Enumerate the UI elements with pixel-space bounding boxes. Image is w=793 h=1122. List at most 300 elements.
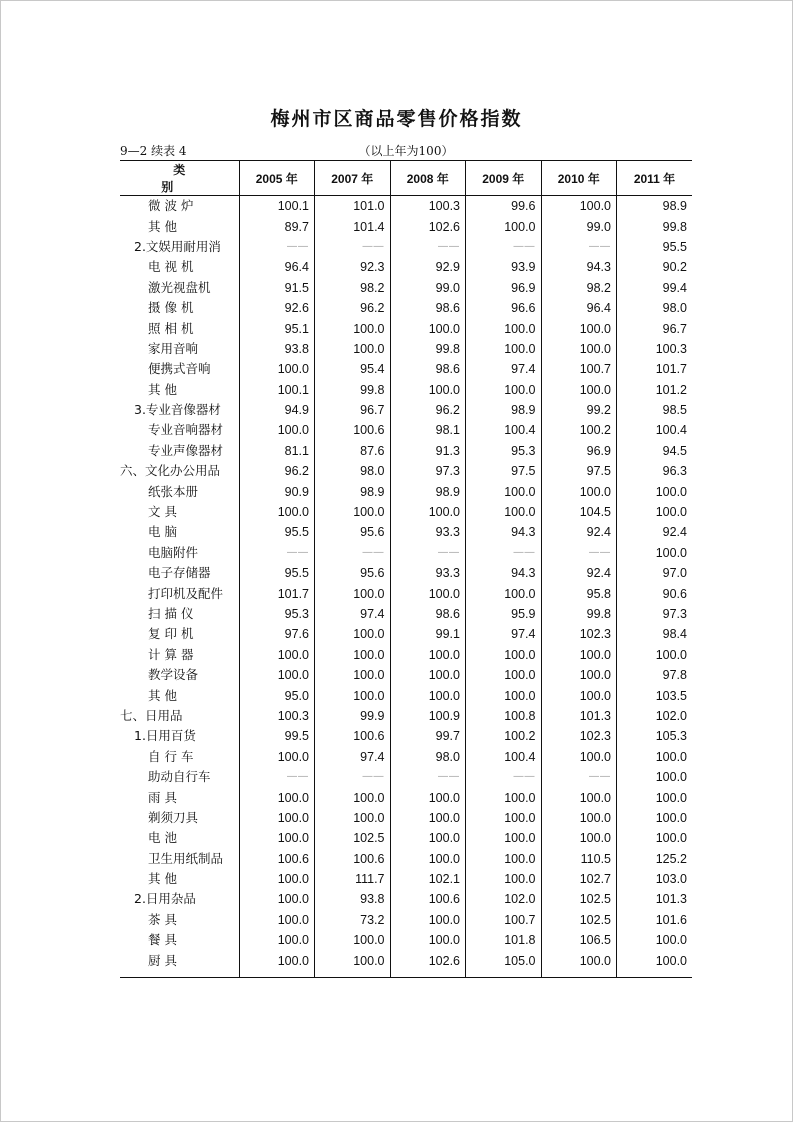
padding-cell <box>390 971 466 978</box>
value-cell: 100.1 <box>239 196 315 217</box>
value-cell: 99.6 <box>466 196 542 217</box>
value-cell: 100.0 <box>390 502 466 522</box>
row-label <box>120 339 239 359</box>
table-row <box>120 604 692 624</box>
value-cell: 89.7 <box>239 216 315 236</box>
value-cell: 96.2 <box>239 461 315 481</box>
value-cell: 100.4 <box>466 420 542 440</box>
table-row <box>120 441 692 461</box>
value-cell: 97.8 <box>617 665 693 685</box>
value-cell: 102.6 <box>390 950 466 970</box>
table-row <box>120 787 692 807</box>
value-cell: 96.9 <box>541 441 617 461</box>
row-label <box>120 726 239 746</box>
value-cell: 100.0 <box>390 787 466 807</box>
value-cell: 95.4 <box>315 359 391 379</box>
value-cell: —— <box>239 237 315 257</box>
value-cell: 100.0 <box>466 339 542 359</box>
row-label-text: 七、日用品 <box>120 707 183 723</box>
table-row <box>120 910 692 930</box>
value-cell: —— <box>466 767 542 787</box>
value-cell: 92.4 <box>617 522 693 542</box>
table-row <box>120 950 692 970</box>
row-label-text: 文 具 <box>148 504 177 520</box>
value-cell: 100.0 <box>239 869 315 889</box>
row-label-text: 电脑附件 <box>148 544 199 560</box>
row-label-text: 餐 具 <box>148 932 177 948</box>
table-row <box>120 380 692 400</box>
page-title: 梅州市区商品零售价格指数 <box>270 108 523 130</box>
value-cell: 92.4 <box>541 563 617 583</box>
row-label <box>120 216 239 236</box>
value-cell: 100.7 <box>466 910 542 930</box>
row-label-text: 复 印 机 <box>148 626 194 642</box>
row-label-text: 自 行 车 <box>148 748 194 764</box>
value-cell: 102.5 <box>315 828 391 848</box>
value-cell: —— <box>390 767 466 787</box>
row-label <box>120 930 239 950</box>
value-cell: 100.2 <box>541 420 617 440</box>
value-cell: 97.5 <box>466 461 542 481</box>
table-row <box>120 543 692 563</box>
value-cell: 102.3 <box>541 624 617 644</box>
row-label <box>120 645 239 665</box>
value-cell: 100.6 <box>315 420 391 440</box>
row-label <box>120 481 239 501</box>
value-cell: 100.0 <box>239 910 315 930</box>
table-row <box>120 420 692 440</box>
value-cell: 100.0 <box>239 420 315 440</box>
value-cell: —— <box>541 237 617 257</box>
padding-cell <box>617 971 693 978</box>
value-cell: 100.0 <box>315 930 391 950</box>
value-cell: 100.7 <box>541 359 617 379</box>
table-row <box>120 726 692 746</box>
value-cell: 98.9 <box>315 481 391 501</box>
value-cell: 100.0 <box>315 624 391 644</box>
value-cell: 100.0 <box>466 828 542 848</box>
value-cell: 100.0 <box>466 808 542 828</box>
value-cell: 100.0 <box>466 645 542 665</box>
value-cell: 101.7 <box>239 583 315 603</box>
table-row <box>120 339 692 359</box>
value-cell: —— <box>315 237 391 257</box>
row-label-text: 六、文化办公用品 <box>120 463 221 479</box>
row-label <box>120 359 239 379</box>
value-cell: 104.5 <box>541 502 617 522</box>
value-cell: 97.4 <box>466 359 542 379</box>
value-cell: 94.3 <box>466 563 542 583</box>
value-cell: 98.0 <box>390 747 466 767</box>
table-row <box>120 869 692 889</box>
value-cell: 91.3 <box>390 441 466 461</box>
value-cell: 95.3 <box>239 604 315 624</box>
row-label-text: 1.日用百货 <box>134 728 196 744</box>
row-label-text: 卫生用纸制品 <box>148 850 224 866</box>
value-cell: 94.5 <box>617 441 693 461</box>
row-label-text: 专业声像器材 <box>148 442 224 458</box>
value-cell: 105.0 <box>466 950 542 970</box>
value-cell: 100.0 <box>239 359 315 379</box>
row-label-text: 家用音响 <box>148 340 199 356</box>
row-label <box>120 685 239 705</box>
value-cell: 101.3 <box>617 889 693 909</box>
value-cell: 100.0 <box>315 787 391 807</box>
value-cell: 100.0 <box>541 808 617 828</box>
table-row <box>120 196 692 217</box>
value-cell: 92.9 <box>390 257 466 277</box>
row-label-text: 2.日用杂品 <box>134 891 196 907</box>
value-cell: 100.3 <box>390 196 466 217</box>
table-row <box>120 583 692 603</box>
row-label-text: 激光视盘机 <box>148 279 211 295</box>
value-cell: 92.4 <box>541 522 617 542</box>
value-cell: 100.0 <box>466 869 542 889</box>
header-year: 2011 年 <box>617 161 693 196</box>
value-cell: 101.8 <box>466 930 542 950</box>
row-label-text: 电 脑 <box>148 524 177 540</box>
value-cell: 105.3 <box>617 726 693 746</box>
row-label <box>120 706 239 726</box>
row-label <box>120 196 239 217</box>
value-cell: 99.8 <box>315 380 391 400</box>
value-cell: 94.3 <box>541 257 617 277</box>
row-label <box>120 380 239 400</box>
row-label <box>120 624 239 644</box>
table-row <box>120 808 692 828</box>
row-label-text: 茶 具 <box>148 911 177 927</box>
table-row <box>120 318 692 338</box>
value-cell: 98.9 <box>617 196 693 217</box>
padding-cell <box>541 971 617 978</box>
value-cell: 97.0 <box>617 563 693 583</box>
value-cell: 100.0 <box>617 543 693 563</box>
value-cell: 99.8 <box>390 339 466 359</box>
table-row <box>120 747 692 767</box>
price-index-table <box>120 160 692 978</box>
value-cell: 92.3 <box>315 257 391 277</box>
value-cell: 100.0 <box>239 889 315 909</box>
value-cell: 101.4 <box>315 216 391 236</box>
value-cell: 100.0 <box>541 665 617 685</box>
value-cell: —— <box>239 543 315 563</box>
row-label-text: 剃须刀具 <box>148 809 199 825</box>
value-cell: 100.0 <box>617 767 693 787</box>
row-label-text: 照 相 机 <box>148 320 194 336</box>
value-cell: 102.3 <box>541 726 617 746</box>
value-cell: 100.0 <box>617 645 693 665</box>
value-cell: —— <box>541 543 617 563</box>
value-cell: 100.0 <box>541 787 617 807</box>
value-cell: 100.0 <box>541 318 617 338</box>
value-cell: 101.2 <box>617 380 693 400</box>
value-cell: 93.8 <box>315 889 391 909</box>
value-cell: 102.0 <box>466 889 542 909</box>
value-cell: 100.0 <box>390 808 466 828</box>
value-cell: 100.0 <box>239 787 315 807</box>
row-label <box>120 665 239 685</box>
value-cell: 100.0 <box>466 502 542 522</box>
row-label <box>120 604 239 624</box>
value-cell: 100.0 <box>466 216 542 236</box>
value-cell: 100.0 <box>315 808 391 828</box>
row-label <box>120 828 239 848</box>
table-row <box>120 237 692 257</box>
value-cell: 100.9 <box>390 706 466 726</box>
table-row <box>120 685 692 705</box>
value-cell: 100.6 <box>315 849 391 869</box>
value-cell: 100.0 <box>315 339 391 359</box>
value-cell: 100.0 <box>239 645 315 665</box>
value-cell: 95.5 <box>239 522 315 542</box>
value-cell: 100.0 <box>617 787 693 807</box>
table-row <box>120 298 692 318</box>
row-label <box>120 787 239 807</box>
table-bottom-padding <box>120 971 692 978</box>
value-cell: 91.5 <box>239 278 315 298</box>
row-label-text: 雨 具 <box>148 789 177 805</box>
value-cell: —— <box>315 767 391 787</box>
value-cell: 96.2 <box>390 400 466 420</box>
row-label-text: 便携式音响 <box>148 361 211 377</box>
value-cell: 98.0 <box>617 298 693 318</box>
value-cell: 100.0 <box>390 318 466 338</box>
value-cell: 100.6 <box>390 889 466 909</box>
row-label-text: 电 视 机 <box>148 259 194 275</box>
row-label-text: 其 他 <box>148 871 177 887</box>
row-label-text: 纸张本册 <box>148 483 199 499</box>
header-year: 2009 年 <box>466 161 542 196</box>
value-cell: 93.9 <box>466 257 542 277</box>
value-cell: 95.5 <box>239 563 315 583</box>
value-cell: 100.0 <box>390 645 466 665</box>
value-cell: 100.0 <box>466 849 542 869</box>
value-cell: 93.3 <box>390 563 466 583</box>
row-label <box>120 747 239 767</box>
row-label <box>120 950 239 970</box>
value-cell: 100.0 <box>541 196 617 217</box>
value-cell: 100.0 <box>541 645 617 665</box>
value-cell: 96.7 <box>315 400 391 420</box>
value-cell: 102.5 <box>541 889 617 909</box>
row-label <box>120 441 239 461</box>
value-cell: 100.0 <box>239 665 315 685</box>
table-row <box>120 257 692 277</box>
value-cell: 100.8 <box>466 706 542 726</box>
value-cell: 95.1 <box>239 318 315 338</box>
row-label-text: 其 他 <box>148 687 177 703</box>
value-cell: 99.9 <box>315 706 391 726</box>
value-cell: 100.0 <box>239 808 315 828</box>
header-row <box>120 161 692 196</box>
value-cell: 99.0 <box>390 278 466 298</box>
value-cell: 100.1 <box>239 380 315 400</box>
row-label <box>120 257 239 277</box>
value-cell: —— <box>390 237 466 257</box>
value-cell: 100.0 <box>541 747 617 767</box>
value-cell: 101.0 <box>315 196 391 217</box>
base-note: （以上年为100） <box>358 144 454 158</box>
value-cell: 100.0 <box>617 828 693 848</box>
row-label <box>120 502 239 522</box>
value-cell: 100.0 <box>315 685 391 705</box>
value-cell: 92.6 <box>239 298 315 318</box>
padding-cell <box>239 971 315 978</box>
row-label <box>120 869 239 889</box>
value-cell: —— <box>315 543 391 563</box>
value-cell: 98.9 <box>466 400 542 420</box>
padding-cell <box>315 971 391 978</box>
row-label <box>120 849 239 869</box>
row-label-text: 电 池 <box>148 830 177 846</box>
value-cell: 100.0 <box>315 583 391 603</box>
value-cell: 100.2 <box>466 726 542 746</box>
value-cell: 100.0 <box>390 930 466 950</box>
value-cell: 102.6 <box>390 216 466 236</box>
value-cell: 100.0 <box>239 950 315 970</box>
row-label <box>120 767 239 787</box>
row-label-text: 微 波 炉 <box>148 198 194 214</box>
row-label-text: 其 他 <box>148 381 177 397</box>
header-category: 类 别 <box>120 161 239 196</box>
padding-cell <box>120 971 239 978</box>
value-cell: 99.5 <box>239 726 315 746</box>
value-cell: 102.1 <box>390 869 466 889</box>
value-cell: 100.0 <box>239 930 315 950</box>
value-cell: 100.0 <box>466 318 542 338</box>
table-row <box>120 400 692 420</box>
value-cell: 99.7 <box>390 726 466 746</box>
value-cell: 101.7 <box>617 359 693 379</box>
row-label-text: 电子存储器 <box>148 565 211 581</box>
value-cell: 97.3 <box>390 461 466 481</box>
value-cell: 100.0 <box>617 930 693 950</box>
value-cell: 100.0 <box>617 481 693 501</box>
value-cell: 100.6 <box>315 726 391 746</box>
value-cell: —— <box>466 237 542 257</box>
header-year: 2008 年 <box>390 161 466 196</box>
value-cell: 96.3 <box>617 461 693 481</box>
row-label-text: 其 他 <box>148 218 177 234</box>
value-cell: 100.0 <box>617 747 693 767</box>
value-cell: 100.0 <box>315 950 391 970</box>
value-cell: 100.0 <box>541 950 617 970</box>
value-cell: 96.7 <box>617 318 693 338</box>
row-label-text: 打印机及配件 <box>148 585 224 601</box>
row-label <box>120 298 239 318</box>
row-label-text: 扫 描 仪 <box>148 606 194 621</box>
value-cell: —— <box>239 767 315 787</box>
value-cell: 98.2 <box>315 278 391 298</box>
value-cell: 102.7 <box>541 869 617 889</box>
value-cell: 100.3 <box>239 706 315 726</box>
value-cell: 96.4 <box>239 257 315 277</box>
value-cell: 100.0 <box>541 481 617 501</box>
row-label <box>120 889 239 909</box>
value-cell: 96.2 <box>315 298 391 318</box>
value-cell: 100.0 <box>466 583 542 603</box>
row-label-text: 摄 像 机 <box>148 300 194 316</box>
value-cell: 100.0 <box>315 318 391 338</box>
row-label <box>120 563 239 583</box>
row-label <box>120 318 239 338</box>
table-row <box>120 502 692 522</box>
table-row <box>120 461 692 481</box>
value-cell: 100.0 <box>239 502 315 522</box>
row-label-text: 厨 具 <box>148 952 177 968</box>
row-label <box>120 237 239 257</box>
value-cell: 96.6 <box>466 298 542 318</box>
value-cell: 90.6 <box>617 583 693 603</box>
value-cell: 100.0 <box>541 339 617 359</box>
value-cell: 100.4 <box>466 747 542 767</box>
table-row <box>120 828 692 848</box>
value-cell: 98.9 <box>390 481 466 501</box>
value-cell: 97.4 <box>315 747 391 767</box>
table-row <box>120 522 692 542</box>
value-cell: 98.2 <box>541 278 617 298</box>
row-label-text: 教学设备 <box>148 667 199 683</box>
row-label <box>120 543 239 563</box>
value-cell: 100.0 <box>617 502 693 522</box>
value-cell: 97.6 <box>239 624 315 644</box>
value-cell: 90.9 <box>239 481 315 501</box>
value-cell: 96.4 <box>541 298 617 318</box>
table-row <box>120 767 692 787</box>
header-year: 2005 年 <box>239 161 315 196</box>
row-label <box>120 910 239 930</box>
value-cell: 99.0 <box>541 216 617 236</box>
value-cell: 99.1 <box>390 624 466 644</box>
value-cell: 98.6 <box>390 298 466 318</box>
value-cell: 103.0 <box>617 869 693 889</box>
value-cell: 87.6 <box>315 441 391 461</box>
value-cell: —— <box>390 543 466 563</box>
value-cell: 100.0 <box>390 828 466 848</box>
value-cell: 94.3 <box>466 522 542 542</box>
value-cell: 96.9 <box>466 278 542 298</box>
value-cell: 100.0 <box>390 583 466 603</box>
value-cell: 95.5 <box>617 237 693 257</box>
row-label-text: 3.专业音像器材 <box>134 402 221 418</box>
row-label-text: 计 算 器 <box>148 646 194 662</box>
value-cell: 99.8 <box>541 604 617 624</box>
value-cell: 100.0 <box>466 685 542 705</box>
value-cell: 95.3 <box>466 441 542 461</box>
table-body <box>120 196 692 978</box>
value-cell: 100.0 <box>466 380 542 400</box>
value-cell: 100.0 <box>315 645 391 665</box>
row-label <box>120 400 239 420</box>
table-row <box>120 216 692 236</box>
value-cell: 110.5 <box>541 849 617 869</box>
value-cell: 111.7 <box>315 869 391 889</box>
value-cell: 94.9 <box>239 400 315 420</box>
value-cell: 93.8 <box>239 339 315 359</box>
value-cell: 100.0 <box>541 685 617 705</box>
value-cell: 100.0 <box>239 747 315 767</box>
value-cell: 100.0 <box>239 828 315 848</box>
value-cell: 100.0 <box>466 481 542 501</box>
value-cell: 97.4 <box>466 624 542 644</box>
value-cell: —— <box>466 543 542 563</box>
value-cell: 100.0 <box>390 380 466 400</box>
value-cell: 100.3 <box>617 339 693 359</box>
value-cell: 98.6 <box>390 359 466 379</box>
value-cell: 90.2 <box>617 257 693 277</box>
value-cell: 100.0 <box>390 685 466 705</box>
header-year: 2007 年 <box>315 161 391 196</box>
